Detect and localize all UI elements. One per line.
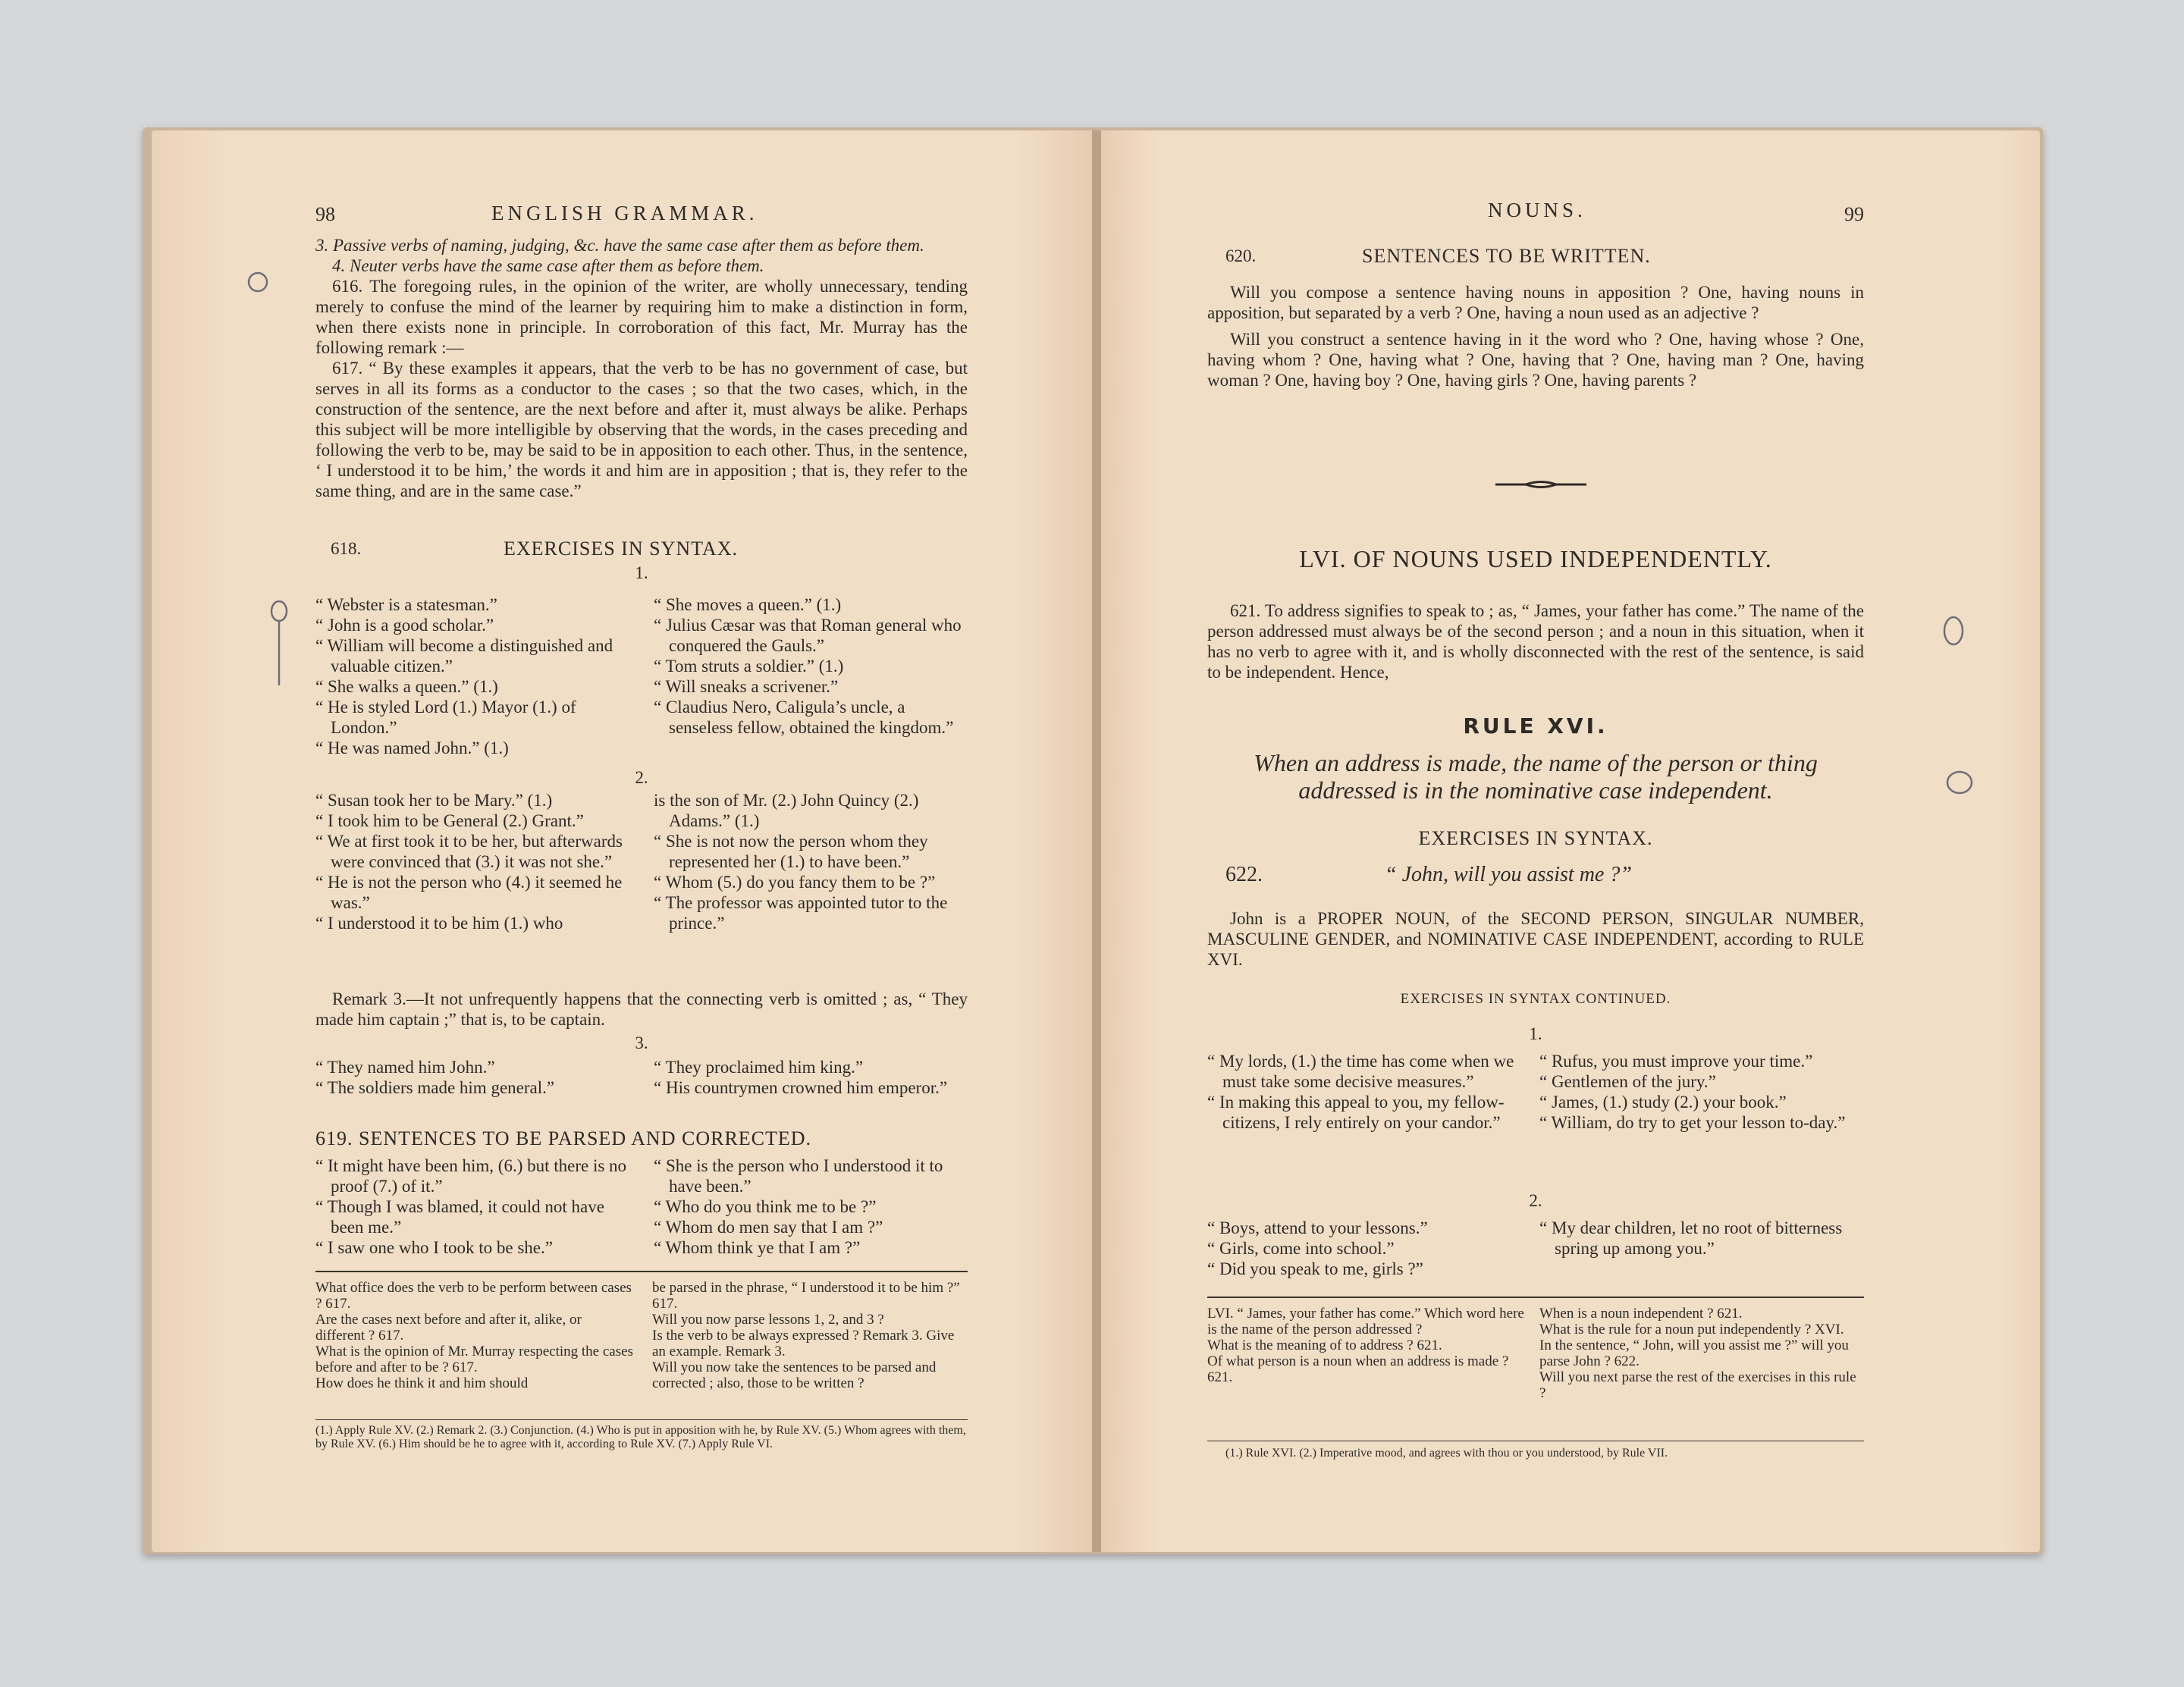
exercises-heading: EXERCISES IN SYNTAX. [1418, 827, 1653, 849]
remark-text: Remark 3.—It not unfrequently happens that the connecting verb is omitted ; as, “ They made him captain ;” that is, to be captain. [315, 989, 968, 1029]
list-item: “ Though I was blamed, it could not have been me.” [315, 1197, 604, 1237]
exercise-list-r2-left [1207, 1218, 1533, 1279]
left-page [152, 130, 1092, 1552]
parse-622-block [1207, 908, 1864, 970]
list-item: “ Will sneaks a scrivener.” [654, 677, 839, 696]
list-item: “ They named him John.” [315, 1058, 495, 1077]
part-number: 1. [1529, 1024, 1542, 1043]
review-questions-left: LVI. “ James, your father has come.” Which word here is the name of the person addressed ? What is the meaning of to address ? 621. Of what person is a noun when an address is made ? 621. [1207, 1306, 1524, 1385]
paragraph-620b: Will you construct a sentence having in it the word who ? One, having whose ? One, having whom ? One, having what ? One, having that ? One, having man ? One, having woman ? One, having boy ? One, having girls ? One, having parents ? [1207, 330, 1864, 390]
list-item: “ Girls, come into school.” [1207, 1239, 1395, 1258]
exercise-list-r2-right [1539, 1218, 1866, 1259]
part-number: 2. [635, 768, 648, 787]
pencil-circle-mark [1935, 608, 1973, 654]
part-number: 2. [1529, 1191, 1542, 1210]
list-item: “ Did you speak to me, girls ?” [1207, 1259, 1423, 1278]
list-item: “ Whom (5.) do you fancy them to be ?” [654, 873, 936, 892]
list-item: “ John is a good scholar.” [315, 616, 494, 635]
exercises-continued-heading: EXERCISES IN SYNTAX CONTINUED. [1400, 991, 1671, 1007]
section-number: 620. [1225, 246, 1257, 265]
review-questions-left: What office does the verb to be perform between cases ? 617. Are the cases next before and after it, alike, or different ? 617. What is the opinion of Mr. Murray respecting the cases before and after to be ? 617. How does he think it and him should [315, 1280, 633, 1391]
list-item: “ William will become a distinguished and valuable citizen.” [315, 636, 613, 676]
page-number: 99 [1844, 203, 1864, 225]
section-620-body [1207, 282, 1864, 390]
paragraph-620a: Will you compose a sentence having nouns in apposition ? One, having nouns in apposition, but separated by a verb ? One, having a noun used as an adjective ? [1207, 283, 1864, 322]
exercise-list-619-right [654, 1156, 972, 1258]
part-number: 3. [635, 1033, 648, 1052]
list-item: “ Whom think ye that I am ?” [654, 1238, 861, 1257]
section-620-header [1225, 246, 1862, 266]
list-item: “ I took him to be General (2.) Grant.” [315, 811, 584, 830]
exercise-list-r1-right [1539, 1051, 1866, 1133]
footnotes: (1.) Apply Rule XV. (2.) Remark 2. (3.) Conjunction. (4.) Who is put in apposition with he, by Rule XV. (5.) Whom agrees with them, by Rule XV. (6.) Him should be he to agree with it, according to Rule XV. (7.) Apply Rule VI. [315, 1424, 966, 1450]
pencil-circle-mark [243, 267, 273, 297]
list-item: “ He is styled Lord (1.) Mayor (1.) of London.” [315, 698, 576, 737]
lesson-heading: LVI. OF NOUNS USED INDEPENDENTLY. [1299, 545, 1772, 572]
section-number: 618. [331, 539, 362, 558]
list-item: “ Whom do men say that I am ?” [654, 1218, 883, 1237]
pencil-circle-mark [1941, 760, 1979, 805]
exercise-list-2-right [654, 790, 972, 933]
exercise-list-3-right [654, 1057, 972, 1098]
list-item: “ Claudius Nero, Caligula’s uncle, a senseless fellow, obtained the kingdom.” [654, 698, 954, 737]
section-618-header [331, 538, 968, 559]
list-item: “ James, (1.) study (2.) your book.” [1539, 1093, 1787, 1112]
list-item: “ They proclaimed him king.” [654, 1058, 864, 1077]
list-item: “ In making this appeal to you, my fellow-citizens, I rely entirely on your candor.” [1207, 1093, 1505, 1132]
list-item: “ Gentlemen of the jury.” [1539, 1072, 1716, 1091]
list-item: “ The soldiers made him general.” [315, 1078, 555, 1097]
review-questions-right: When is a noun independent ? 621. What is the rule for a noun put independently ? XVI. In the sentence, “ John, will you assist me ?” will you parse John ? 622. Will you next parse the rest of the exercises in this rule ? [1539, 1306, 1856, 1401]
footnotes: (1.) Rule XVI. (2.) Imperative mood, and agrees with thou or you understood, by Rule VII. [1225, 1447, 1668, 1460]
ornament-divider [1495, 479, 1586, 490]
rule-3-text: 3. Passive verbs of naming, judging, &c. have the same case after them as before them. [315, 236, 924, 255]
paragraph-617: 617. “ By these examples it appears, that the verb to be has no government of case, but serves in all its forms as a conductor to the cases ; so that the two cases, which, in the construction of the sentence, are the next before and after it, must always be alike. Perhaps this subject will be more intelligible by observing that the words, in the cases preceding and following the verb to be, may be said to be in apposition to each other. Thus, in the sentence, ‘ I understood it to be him,’ the words it and him are in apposition ; that is, they refer to the same thing, and are in the same case.” [315, 359, 968, 500]
list-item: “ William, do try to get your lesson to-day.” [1539, 1113, 1846, 1132]
rule-4-text: 4. Neuter verbs have the same case after them as before them. [332, 256, 764, 275]
list-item: “ The professor was appointed tutor to the prince.” [654, 893, 948, 933]
list-item: “ It might have been him, (6.) but there is no proof (7.) of it.” [315, 1156, 627, 1196]
rule-statement: When an address is made, the name of the person or thing addressed is in the nominative case independent. [1254, 749, 1818, 804]
exercise-list-1-right [654, 594, 972, 738]
list-item: “ My dear children, let no root of bitterness spring up among you.” [1539, 1218, 1843, 1258]
remark-3 [315, 989, 968, 1030]
section-622-header [1225, 864, 1862, 885]
paragraph-616: 616. The foregoing rules, in the opinion of the writer, are wholly unnecessary, tending merely to confuse the mind of the learner by requiring him to make a distinction in form, when there exists none in principle. In corroboration of this fact, Mr. Murray has the following remark :— [315, 277, 968, 357]
list-item: “ She walks a queen.” (1.) [315, 677, 498, 696]
section-number: 622. [1225, 863, 1263, 886]
list-item: “ She moves a queen.” (1.) [654, 595, 842, 614]
list-item: “ Susan took her to be Mary.” (1.) [315, 791, 553, 810]
running-head: NOUNS. [1488, 199, 1586, 221]
exercise-list-1-left [315, 594, 642, 758]
book-gutter [1092, 130, 1101, 1552]
list-item: “ She is not now the person whom they represented her (1.) to have been.” [654, 832, 928, 871]
page-number: 98 [315, 203, 335, 225]
review-questions-right: be parsed in the phrase, “ I understood it to be him ?” 617. Will you now parse lessons 1, 2, and 3 ? Is the verb to be always expressed ? Remark 3. Give an example. Remark 3. Will you now take the sentences to be parsed and corrected ; also, those to be written ? [652, 1280, 960, 1391]
list-item: “ My lords, (1.) the time has come when we must take some decisive measures.” [1207, 1052, 1514, 1091]
section-title: EXERCISES IN SYNTAX. [504, 538, 738, 560]
part-number: 1. [635, 563, 648, 582]
divider [1207, 1297, 1864, 1298]
list-item: “ I saw one who I took to be she.” [315, 1238, 553, 1257]
list-item: “ I understood it to be him (1.) who [315, 914, 563, 933]
pencil-line-mark [265, 600, 296, 691]
parse-622: John is a PROPER NOUN, of the SECOND PERSON, SINGULAR NUMBER, MASCULINE GENDER, and NOMINATIVE CASE INDEPENDENT, according to RULE XVI. [1207, 909, 1864, 969]
divider [315, 1419, 968, 1420]
exercise-list-619-left [315, 1156, 642, 1258]
list-item: “ Boys, attend to your lessons.” [1207, 1218, 1428, 1237]
exercise-list-r1-left [1207, 1051, 1533, 1133]
rule-title: RULE XVI. [1463, 713, 1608, 738]
list-item: “ Tom struts a soldier.” (1.) [654, 657, 844, 676]
left-body [315, 235, 968, 501]
paragraph-621-block [1207, 600, 1864, 682]
list-item: “ She is the person who I understood it to have been.” [654, 1156, 943, 1196]
exercise-list-3-left [315, 1057, 642, 1098]
list-item: “ He is not the person who (4.) it seemed he was.” [315, 873, 623, 912]
divider [315, 1271, 968, 1272]
list-item: “ Rufus, you must improve your time.” [1539, 1052, 1813, 1071]
example-sentence: “ John, will you assist me ?” [1385, 863, 1632, 886]
list-item: “ His countrymen crowned him emperor.” [654, 1078, 948, 1097]
paragraph-621: 621. To address signifies to speak to ; as, “ James, your father has come.” The name of the person addressed must always be of the second person ; and a noun in this situation, when it has no verb to agree with it, and is wholly disconnected with the rest of the sentence, is said to be independent. Hence, [1207, 601, 1864, 682]
section-title: SENTENCES TO BE WRITTEN. [1362, 245, 1651, 267]
list-item: “ Webster is a statesman.” [315, 595, 497, 614]
list-item: “ He was named John.” (1.) [315, 738, 509, 757]
list-item: “ Who do you think me to be ?” [654, 1197, 877, 1216]
section-619-title: 619. SENTENCES TO BE PARSED AND CORRECTED. [315, 1127, 812, 1149]
list-item: “ We at first took it to be her, but afterwards were convinced that (3.) it was not she.” [315, 832, 623, 871]
right-page [1101, 130, 2040, 1552]
running-head: ENGLISH GRAMMAR. [491, 202, 758, 224]
list-item: “ Julius Cæsar was that Roman general who conquered the Gauls.” [654, 616, 962, 655]
exercise-list-2-left [315, 790, 642, 933]
list-item: is the son of Mr. (2.) John Quincy (2.) Adams.” (1.) [654, 791, 919, 830]
